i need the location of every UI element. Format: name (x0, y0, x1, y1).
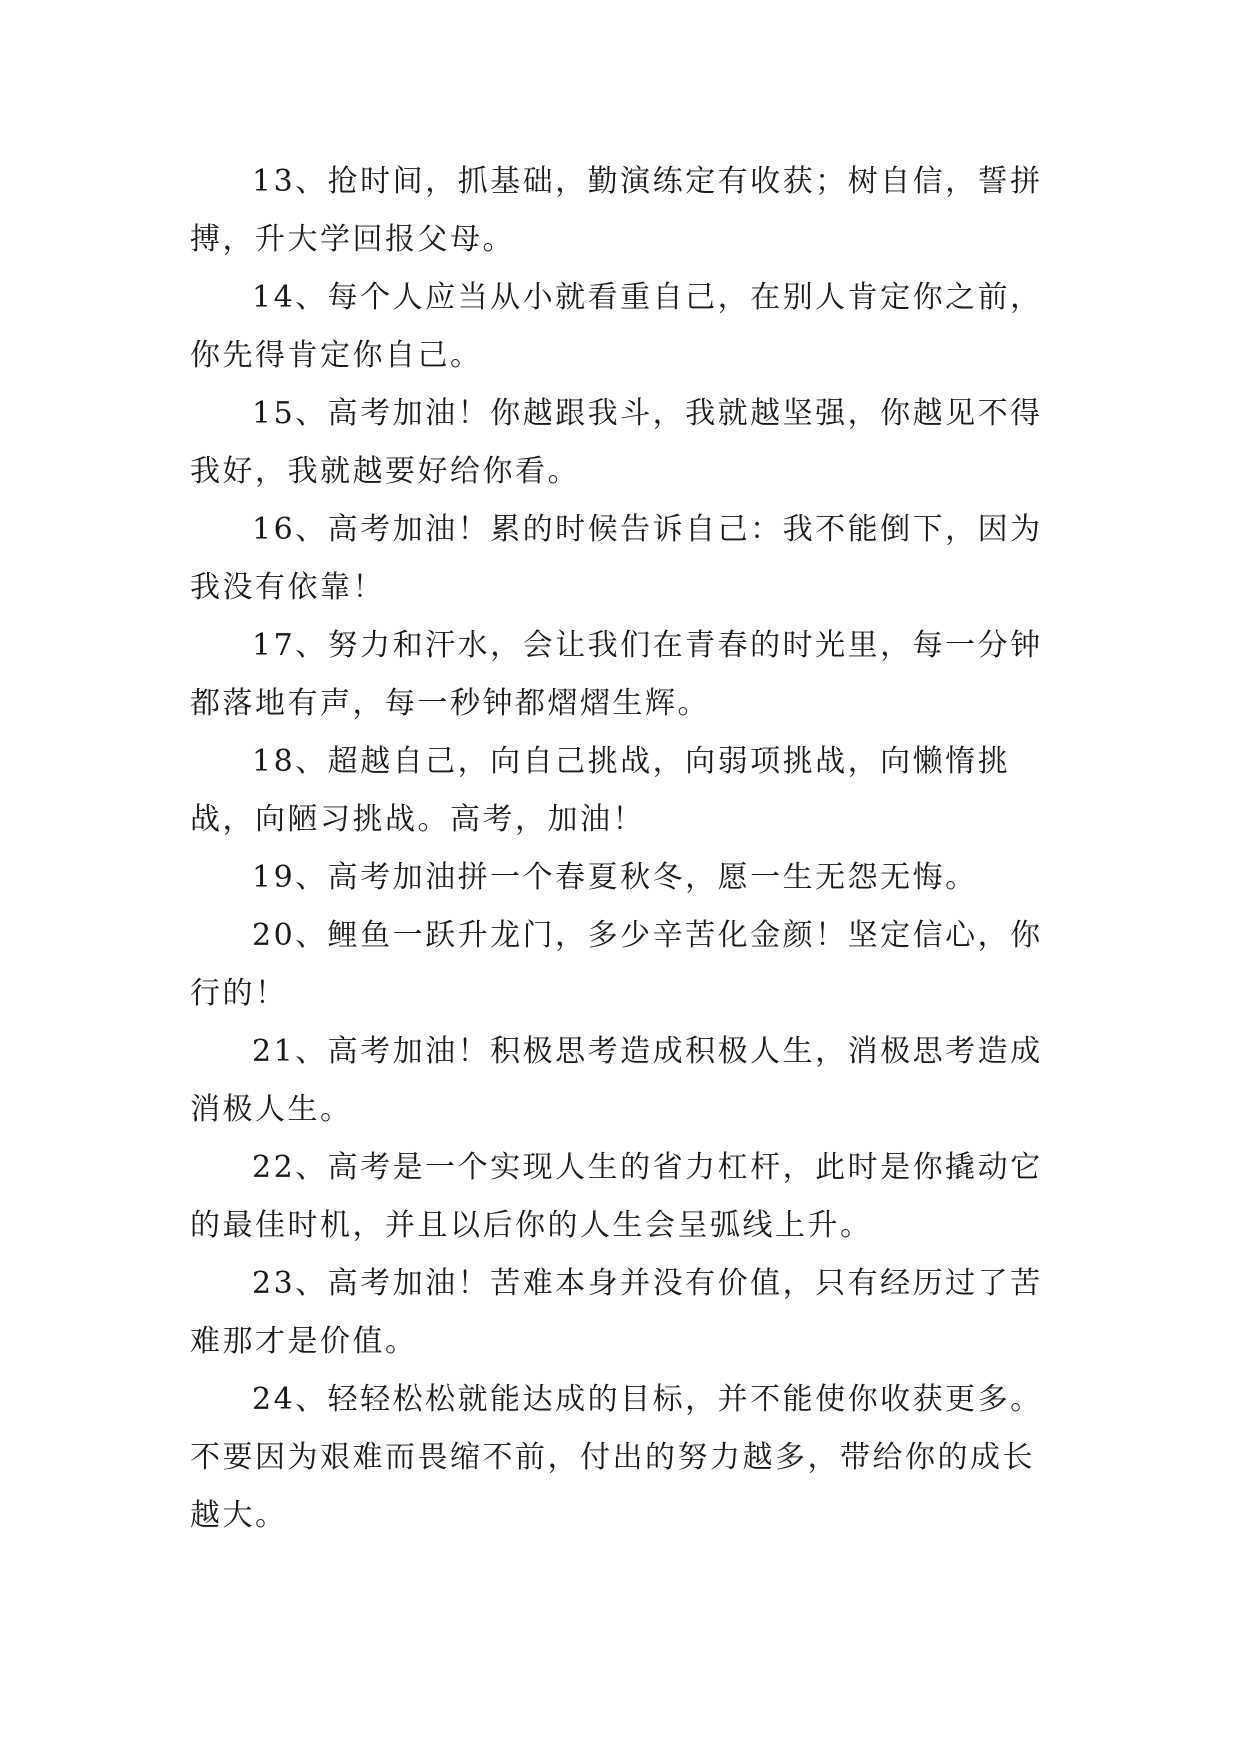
paragraph-19: 19、高考加油拼一个春夏秋冬，愿一生无怨无悔。 (252, 860, 978, 895)
paragraph-20: 20、鲤鱼一跃升龙门，多少辛苦化金颜！坚定信心，你行的！ (190, 918, 1043, 1011)
paragraph-13: 13、抢时间，抓基础，勤演练定有收获；树自信，誓拼搏，升大学回报父母。 (190, 164, 1043, 257)
document-body (190, 153, 1058, 1545)
paragraph-24: 24、轻轻松松就能达成的目标，并不能使你收获更多。不要因为艰难而畏缩不前，付出的努力越多，带给你的成长越大。 (190, 1382, 1043, 1533)
paragraph-22: 22、高考是一个实现人生的省力杠杆，此时是你撬动它的最佳时机，并且以后你的人生会呈弧线上升。 (190, 1150, 1043, 1243)
paragraph-15: 15、高考加油！你越跟我斗，我就越坚强，你越见不得我好，我就越要好给你看。 (190, 396, 1043, 489)
paragraph-21: 21、高考加油！积极思考造成积极人生，消极思考造成消极人生。 (190, 1034, 1043, 1127)
paragraph-16: 16、高考加油！累的时候告诉自己：我不能倒下，因为我没有依靠！ (190, 512, 1043, 605)
paragraph-14: 14、每个人应当从小就看重自己，在别人肯定你之前，你先得肯定你自己。 (190, 280, 1043, 373)
paragraph-18: 18、超越自己，向自己挑战，向弱项挑战，向懒惰挑战，向陋习挑战。高考，加油！ (190, 744, 1011, 837)
paragraph-23: 23、高考加油！苦难本身并没有价值，只有经历过了苦难那才是价值。 (190, 1266, 1043, 1359)
paragraph-17: 17、努力和汗水，会让我们在青春的时光里，每一分钟都落地有声，每一秒钟都熠熠生辉。 (190, 628, 1043, 721)
